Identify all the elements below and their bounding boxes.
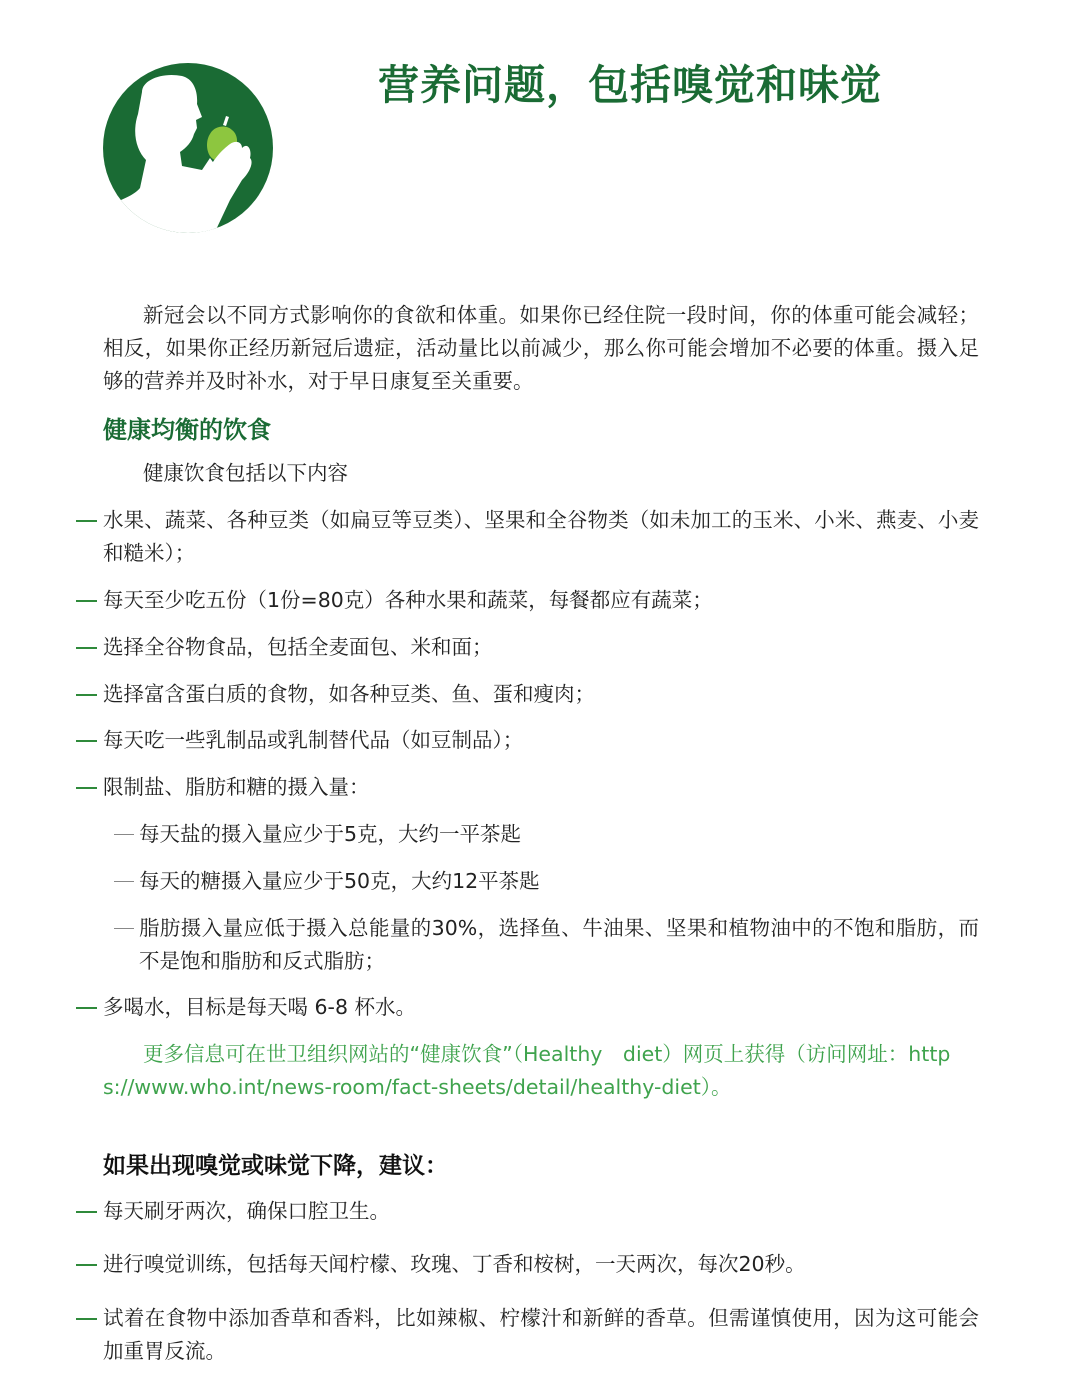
diet-item: 选择全谷物食品，包括全麦面包、米和面； (103, 631, 979, 664)
water-item: 多喝水，目标是每天喝 6-8 杯水。 (103, 991, 979, 1024)
limit-sub-item: 每天盐的摄入量应少于5克，大约一平茶匙 (139, 818, 979, 851)
diet-item: 水果、蔬菜、各种豆类（如扁豆等豆类）、坚果和全谷物类（如未加工的玉米、小米、燕麦、小麦和糙米）； (103, 504, 979, 570)
limit-sub-item: 脂肪摄入量应低于摄入总能量的30%，选择鱼、牛油果、坚果和植物油中的不饱和脂肪，而不是饱和脂肪和反式脂肪； (139, 912, 979, 978)
smell-item: 每天刷牙两次，确保口腔卫生。 (103, 1195, 979, 1228)
smell-heading: 如果出现嗅觉或味觉下降，建议： (103, 1153, 448, 1179)
more-info-link[interactable]: 更多信息可在世卫组织网站的“健康饮食”（Healthy diet）网页上获得（访问网址：https://www.who.int/news-room/fact-sheets/detail/healthy-diet）。 (103, 1042, 951, 1099)
diet-item: 每天吃一些乳制品或乳制替代品（如豆制品）； (103, 724, 979, 757)
diet-item: 限制盐、脂肪和糖的摄入量： (103, 771, 979, 804)
page-title: 营养问题，包括嗅觉和味觉 (378, 61, 882, 109)
diet-item: 选择富含蛋白质的食物，如各种豆类、鱼、蛋和瘦肉； (103, 678, 979, 711)
diet-lead: 健康饮食包括以下内容 (143, 461, 348, 485)
smell-item: 试着在食物中添加香草和香料，比如辣椒、柠檬汁和新鲜的香草。但需谨慎使用，因为这可能会加重胃反流。 (103, 1302, 979, 1368)
smell-item: 进行嗅觉训练，包括每天闻柠檬、玫瑰、丁香和桉树，一天两次，每次20秒。 (103, 1248, 979, 1281)
diet-heading: 健康均衡的饮食 (103, 416, 271, 444)
limit-sub-item: 每天的糖摄入量应少于50克，大约12平茶匙 (139, 865, 979, 898)
intro-paragraph: 新冠会以不同方式影响你的食欲和体重。如果你已经住院一段时间，你的体重可能会减轻；相反，如果你正经历新冠后遗症，活动量比以前减少，那么你可能会增加不必要的体重。摄入足够的营养并及时补水，对于早日康复至关重要。 (103, 303, 979, 393)
diet-item: 每天至少吃五份（1份=80克）各种水果和蔬菜，每餐都应有蔬菜； (103, 584, 979, 617)
person-eating-apple-icon (102, 62, 274, 234)
